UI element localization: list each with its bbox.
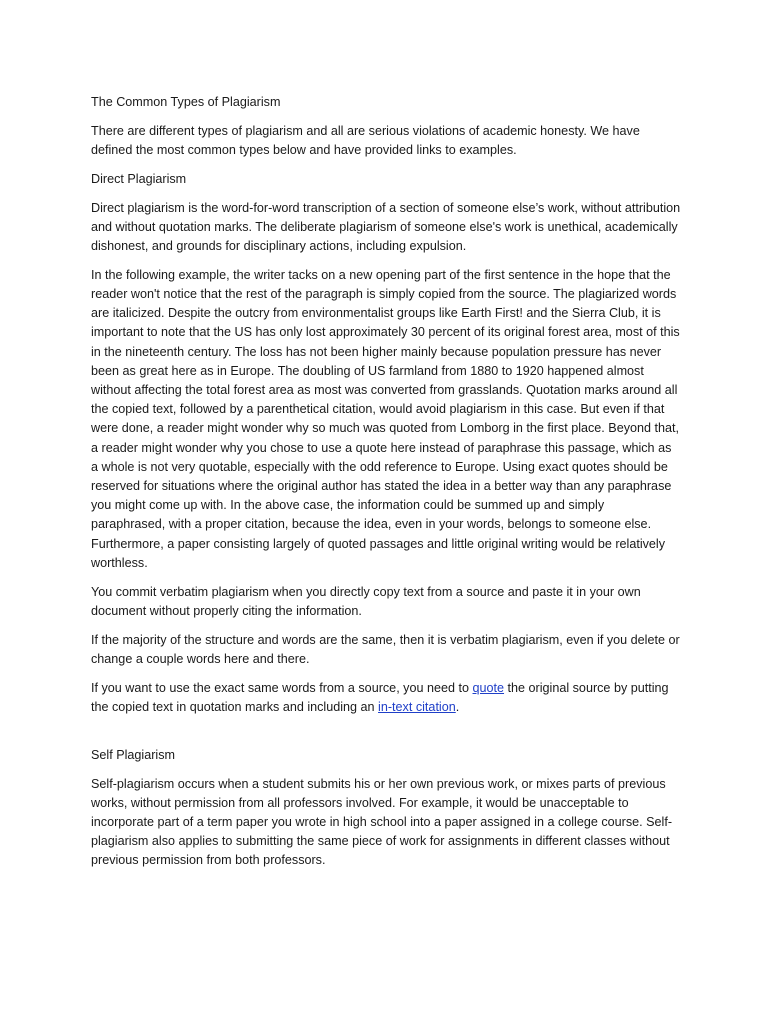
self-plagiarism-heading: Self Plagiarism <box>91 747 175 762</box>
direct-paragraph-structure: If the majority of the structure and words are the same, then it is verbatim plagiarism, even if you delete or change a couple words here and there. <box>91 632 680 666</box>
direct-paragraph-verbatim: You commit verbatim plagiarism when you directly copy text from a source and paste it in your own document without properly citing the information. <box>91 584 641 618</box>
direct-paragraph-definition: Direct plagiarism is the word-for-word transcription of a section of someone else’s work, without attribution and without quotation marks. The deliberate plagiarism of someone else's work is unethical, academically dishonest, and grounds for disciplinary actions, including expulsion. <box>91 200 681 253</box>
direct-paragraph-example: In the following example, the writer tacks on a new opening part of the first sentence in the hope that the reader won't notice that the rest of the paragraph is simply copied from the source. The plagiarized words are italicized. Despite the outcry from environmentalist groups like Earth First! and the Sierra Club, it is important to note that the US has only lost approximately 30 percent of its original forest area, most of this in the nineteenth century. The loss has not been higher mainly because population pressure has never been as great here as in Europe. The doubling of US farmland from 1880 to 1920 happened almost without affecting the total forest area as most was converted from grasslands. Quotation marks around all the copied text, followed by a parenthetical citation, would avoid plagiarism in this case. But even if that were done, a reader might wonder why so much was quoted from Lomborg in the first place. Beyond that, a reader might wonder why you chose to use a quote here instead of paraphrase this passage, which as a whole is not very quotable, especially with the odd reference to Europe. Using exact quotes should be reserved for situations where the original author has stated the idea in a better way than any paraphrase you might come up with. In the above case, the information could be summed up and simply paraphrased, with a proper citation, because the idea, even in your words, belongs to someone else. Furthermore, a paper consisting largely of quoted passages and little original writing would be relatively worthless. <box>91 267 680 570</box>
self-paragraph-definition: Self-plagiarism occurs when a student submits his or her own previous work, or mixes parts of previous works, without permission from all professors involved. For example, it would be unacceptable to incorporate part of a term paper you wrote in high school into a paper assigned in a college course. Self-plagiarism also applies to submitting the same piece of work for assignments in different classes without previous permission from both professors. <box>91 776 673 868</box>
quote-link[interactable]: quote <box>472 680 505 695</box>
in-text-citation-link[interactable]: in-text citation <box>378 699 456 714</box>
intro-paragraph: There are different types of plagiarism and all are serious violations of academic honesty. We have defined the most common types below and have provided links to examples. <box>91 123 640 157</box>
quote-text-after: . <box>455 699 460 714</box>
direct-paragraph-quote <box>91 679 681 717</box>
direct-plagiarism-heading: Direct Plagiarism <box>91 171 187 186</box>
quote-text-middle: the original source by putting the copied text in quotation marks and including an <box>91 680 669 714</box>
document-title: The Common Types of Plagiarism <box>91 95 281 109</box>
quote-text-before: If you want to use the exact same words from a source, you need to <box>91 680 473 695</box>
document-page <box>91 93 681 880</box>
section-spacer <box>91 727 681 746</box>
